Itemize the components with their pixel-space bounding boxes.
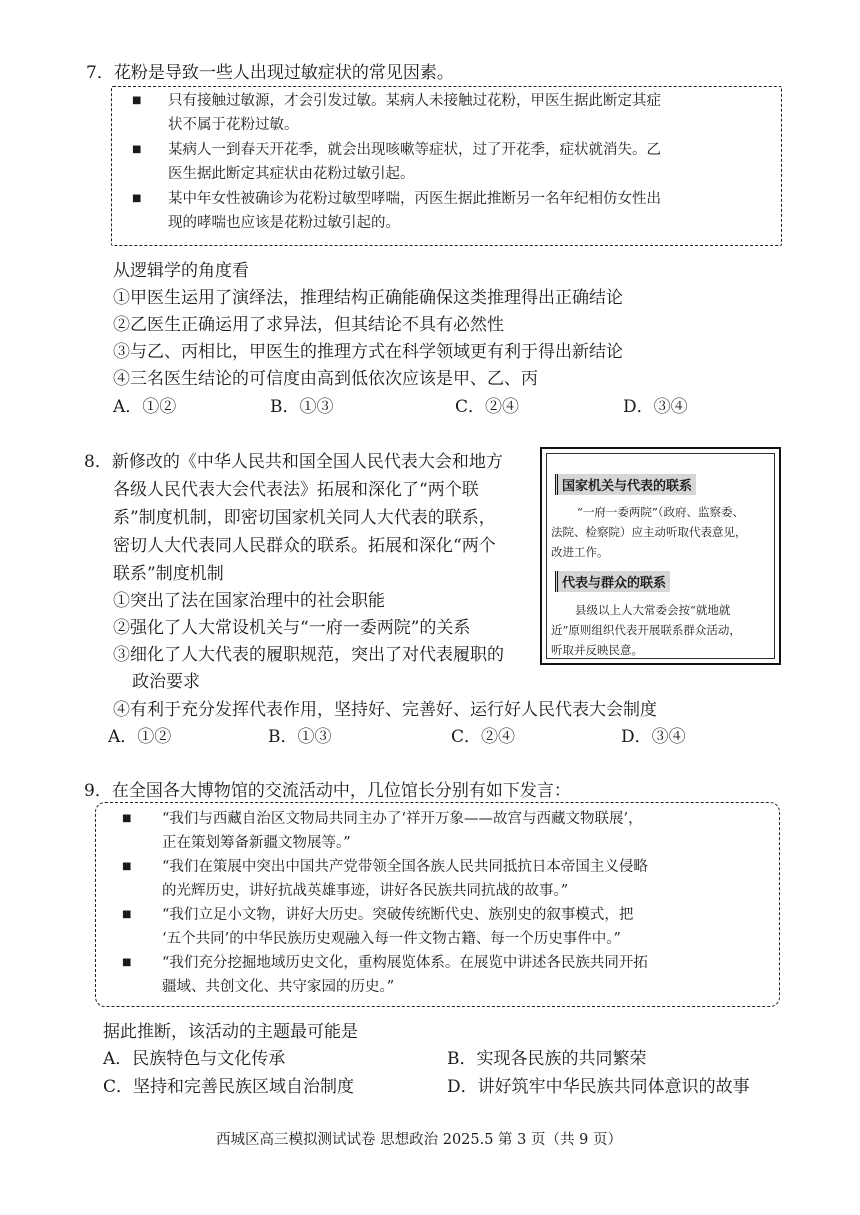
q8-figure-head-2: 代表与群众的联系 <box>555 571 670 592</box>
q8-option-1: ①突出了法在国家治理中的社会职能 <box>113 591 385 611</box>
q7-box-line: 状不属于花粉过敏。 <box>168 117 299 133</box>
q7-box-line: 某中年女性被确诊为花粉过敏型哮喘，丙医生据此推断另一名年纪相仿女性出 <box>168 191 661 207</box>
bullet-icon: ■ <box>132 144 142 155</box>
bullet-icon: ■ <box>132 193 142 204</box>
q8-option-3-cont: 政治要求 <box>132 672 200 692</box>
q8-choice-d[interactable]: D．③④ <box>621 727 686 747</box>
q7-choice-d[interactable]: D．③④ <box>623 397 688 417</box>
q8-stem-line: 系”制度机制，即密切国家机关同人大代表的联系， <box>113 508 496 528</box>
q8-stem-line: 联系”制度机制 <box>113 564 224 584</box>
q7-option-1: ①甲医生运用了演绎法，推理结构正确能确保这类推理得出正确结论 <box>113 288 623 308</box>
bullet-icon: ■ <box>122 813 132 824</box>
q8-figure-body-line: 法院、检察院）应主动听取代表意见， <box>551 525 747 539</box>
q7-choice-b[interactable]: B．①③ <box>270 397 334 417</box>
q9-box-line: ‘五个共同’的中华民族历史观融入每一件文物古籍、每一个历史事件中。” <box>162 931 621 947</box>
q8-choice-b[interactable]: B．①③ <box>268 727 332 747</box>
q7-scenario-box <box>111 86 782 246</box>
q7-box-line: 医生据此断定其症状由花粉过敏引起。 <box>168 166 415 182</box>
q9-lead: 据此推断，该活动的主题最可能是 <box>103 1022 358 1042</box>
q7-lead: 从逻辑学的角度看 <box>113 261 249 281</box>
q9-choice-c[interactable]: C．坚持和完善民族区域自治制度 <box>103 1077 355 1097</box>
page-footer: 西城区高三模拟测试试卷 思想政治 2025.5 第 3 页（共 9 页） <box>216 1132 622 1148</box>
q8-option-2: ②强化了人大常设机关与“一府一委两院”的关系 <box>113 618 471 638</box>
q9-quotes-box <box>95 802 780 1007</box>
q8-figure-body-line: 听取并反映民意。 <box>551 643 643 657</box>
q9-box-line: 正在策划筹备新疆文物展等。” <box>162 835 351 851</box>
q8-figure <box>540 447 781 665</box>
q9-box-line: “我们充分挖掘地域历史文化，重构展览体系。在展览中讲述各民族共同开拓 <box>162 955 648 971</box>
bullet-icon: ■ <box>122 957 132 968</box>
q8-stem-line: 8．新修改的《中华人民共和国全国人民代表大会和地方 <box>84 452 503 472</box>
q7-box-line: 只有接触过敏源，才会引发过敏。某病人未接触过花粉，甲医生据此断定其症 <box>168 93 661 109</box>
q8-figure-body-line: “一府一委两院”（政府、监察委、 <box>577 505 745 519</box>
q8-option-4: ④有利于充分发挥代表作用，坚持好、完善好、运行好人民代表大会制度 <box>113 700 657 720</box>
q7-box-line: 某病人一到春天开花季，就会出现咳嗽等症状，过了开花季，症状就消失。乙 <box>168 142 661 158</box>
bullet-icon: ■ <box>122 861 132 872</box>
q7-option-4: ④三名医生结论的可信度由高到低依次应该是甲、乙、丙 <box>113 369 538 389</box>
bullet-icon: ■ <box>122 909 132 920</box>
q9-stem: 9．在全国各大博物馆的交流活动中，几位馆长分别有如下发言： <box>84 781 571 801</box>
q8-figure-body-line: 近”原则组织代表开展联系群众活动， <box>551 623 741 637</box>
q9-box-line: “我们在策展中突出中国共产党带领全国各族人民共同抵抗日本帝国主义侵略 <box>162 859 648 875</box>
q9-box-line: “我们与西藏自治区文物局共同主办了‘祥开万象——故宫与西藏文物联展’， <box>162 811 643 827</box>
q7-choice-c[interactable]: C．②④ <box>455 397 520 417</box>
q8-figure-body-line: 改进工作。 <box>551 545 609 559</box>
q8-choice-c[interactable]: C．②④ <box>451 727 516 747</box>
q8-choice-a[interactable]: A．①② <box>108 727 172 747</box>
q8-option-3: ③细化了人大代表的履职规范，突出了对代表履职的 <box>113 645 504 665</box>
q8-figure-body-line: 县级以上人大常委会按“就地就 <box>575 603 731 617</box>
q8-figure-head-1: 国家机关与代表的联系 <box>555 474 696 495</box>
q7-box-line: 现的哮喘也应该是花粉过敏引起的。 <box>168 215 400 231</box>
bullet-icon: ■ <box>132 95 142 106</box>
q9-box-line: 疆域、共创文化、共守家园的历史。” <box>162 979 395 995</box>
q8-stem-line: 各级人民代表大会代表法》拓展和深化了“两个联 <box>113 480 479 500</box>
q9-choice-a[interactable]: A．民族特色与文化传承 <box>103 1049 286 1069</box>
q7-option-2: ②乙医生正确运用了求异法，但其结论不具有必然性 <box>113 315 504 335</box>
q9-box-line: 的光辉历史，讲好抗战英雄事迹，讲好各民族共同抗战的故事。” <box>162 883 569 899</box>
q9-choice-b[interactable]: B．实现各民族的共同繁荣 <box>447 1049 647 1069</box>
q7-option-3: ③与乙、丙相比，甲医生的推理方式在科学领域更有利于得出新结论 <box>113 342 623 362</box>
q8-stem-line: 密切人大代表同人民群众的联系。拓展和深化“两个 <box>113 536 496 556</box>
q9-box-line: “我们立足小文物，讲好大历史。突破传统断代史、族别史的叙事模式，把 <box>162 907 634 923</box>
q7-choice-a[interactable]: A．①② <box>113 397 177 417</box>
q7-stem: 7．花粉是导致一些人出现过敏症状的常见因素。 <box>86 63 454 83</box>
q9-choice-d[interactable]: D．讲好筑牢中华民族共同体意识的故事 <box>447 1077 750 1097</box>
